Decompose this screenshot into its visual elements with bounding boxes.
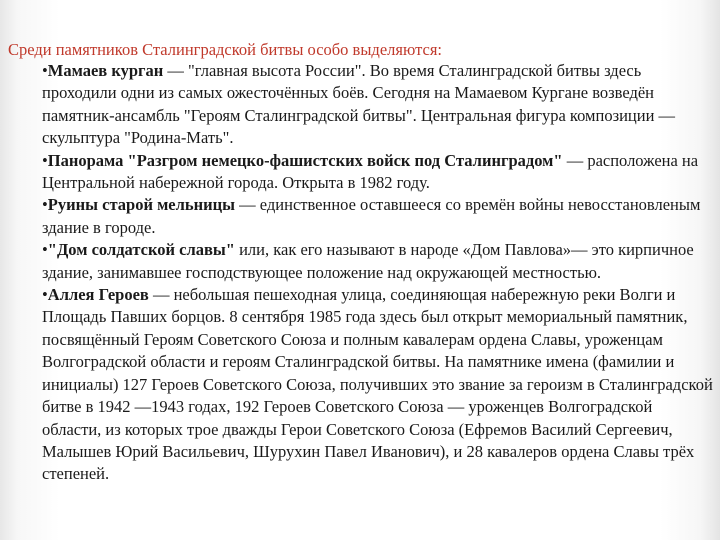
list-item-mill-ruins bbox=[42, 194, 714, 239]
bullet: • bbox=[42, 240, 48, 260]
slide-heading: Среди памятников Сталинградской битвы особо выделяются: bbox=[8, 40, 442, 59]
bullet: • bbox=[42, 61, 48, 80]
item-description: или, как его называют в народе «Дом Павлова»— это кирпичное здание, занимавшее господствующее положение над окружающей местностью. bbox=[42, 240, 694, 282]
bullet: • bbox=[42, 195, 48, 215]
item-term: Аллея Героев bbox=[47, 285, 149, 305]
item-term: Руины старой мельницы bbox=[47, 195, 236, 215]
item-description: — небольшая пешеходная улица, соединяющая набережную реки Волги и Площадь Павших борцов. 8 сентября 1985 года здесь был открыт мемориальный памятник, посвящённый Героям Советского Союза и полным кавалерам ордена Славы, уроженцам Волгоградской области и героям Сталинградской битвы. На памятнике имена (фамилии и инициалы) 127 Героев Советского Союза, получивших это звание за героизм в Сталинградской битве в 1942 —1943 годах, 192 Героев Советского Союза — уроженцев Волгоградской области, из которых трое дважды Герои Советского Союза (Ефремов Василий Сергеевич, Малышев Юрий Васильевич, Шурухин Павел Иванович), и 28 кавалеров ордена Славы трёх степеней. bbox=[42, 285, 713, 484]
item-description: — "главная высота России". Во время Сталинградской битвы здесь проходили одни из самых ожесточённых боёв. Сегодня на Мамаевом Кургане возведён памятник-ансамбль "Героям Сталинградской битвы". Центральная фигура композиции — скульптура "Родина-Мать". bbox=[42, 61, 676, 148]
item-term: Панорама "Разгром немецко-фашистских войск под Сталинградом" bbox=[47, 150, 563, 170]
list-item-mamaev-kurgan bbox=[42, 60, 714, 150]
item-description: — расположена на Центральной набережной города. Открыта в 1982 году. bbox=[42, 150, 699, 193]
bullet: • bbox=[42, 285, 48, 305]
item-description: — единственное оставшееся со времён войны невосстановленым здание в городе. bbox=[42, 195, 701, 237]
item-term: Мамаев курган bbox=[47, 61, 164, 80]
item-term: "Дом солдатской славы" bbox=[47, 240, 235, 260]
list-item-heroes-alley bbox=[42, 284, 714, 486]
monument-list bbox=[42, 60, 714, 486]
list-item-panorama bbox=[42, 150, 714, 195]
list-item-pavlov-house bbox=[42, 239, 714, 284]
bullet: • bbox=[42, 150, 48, 170]
